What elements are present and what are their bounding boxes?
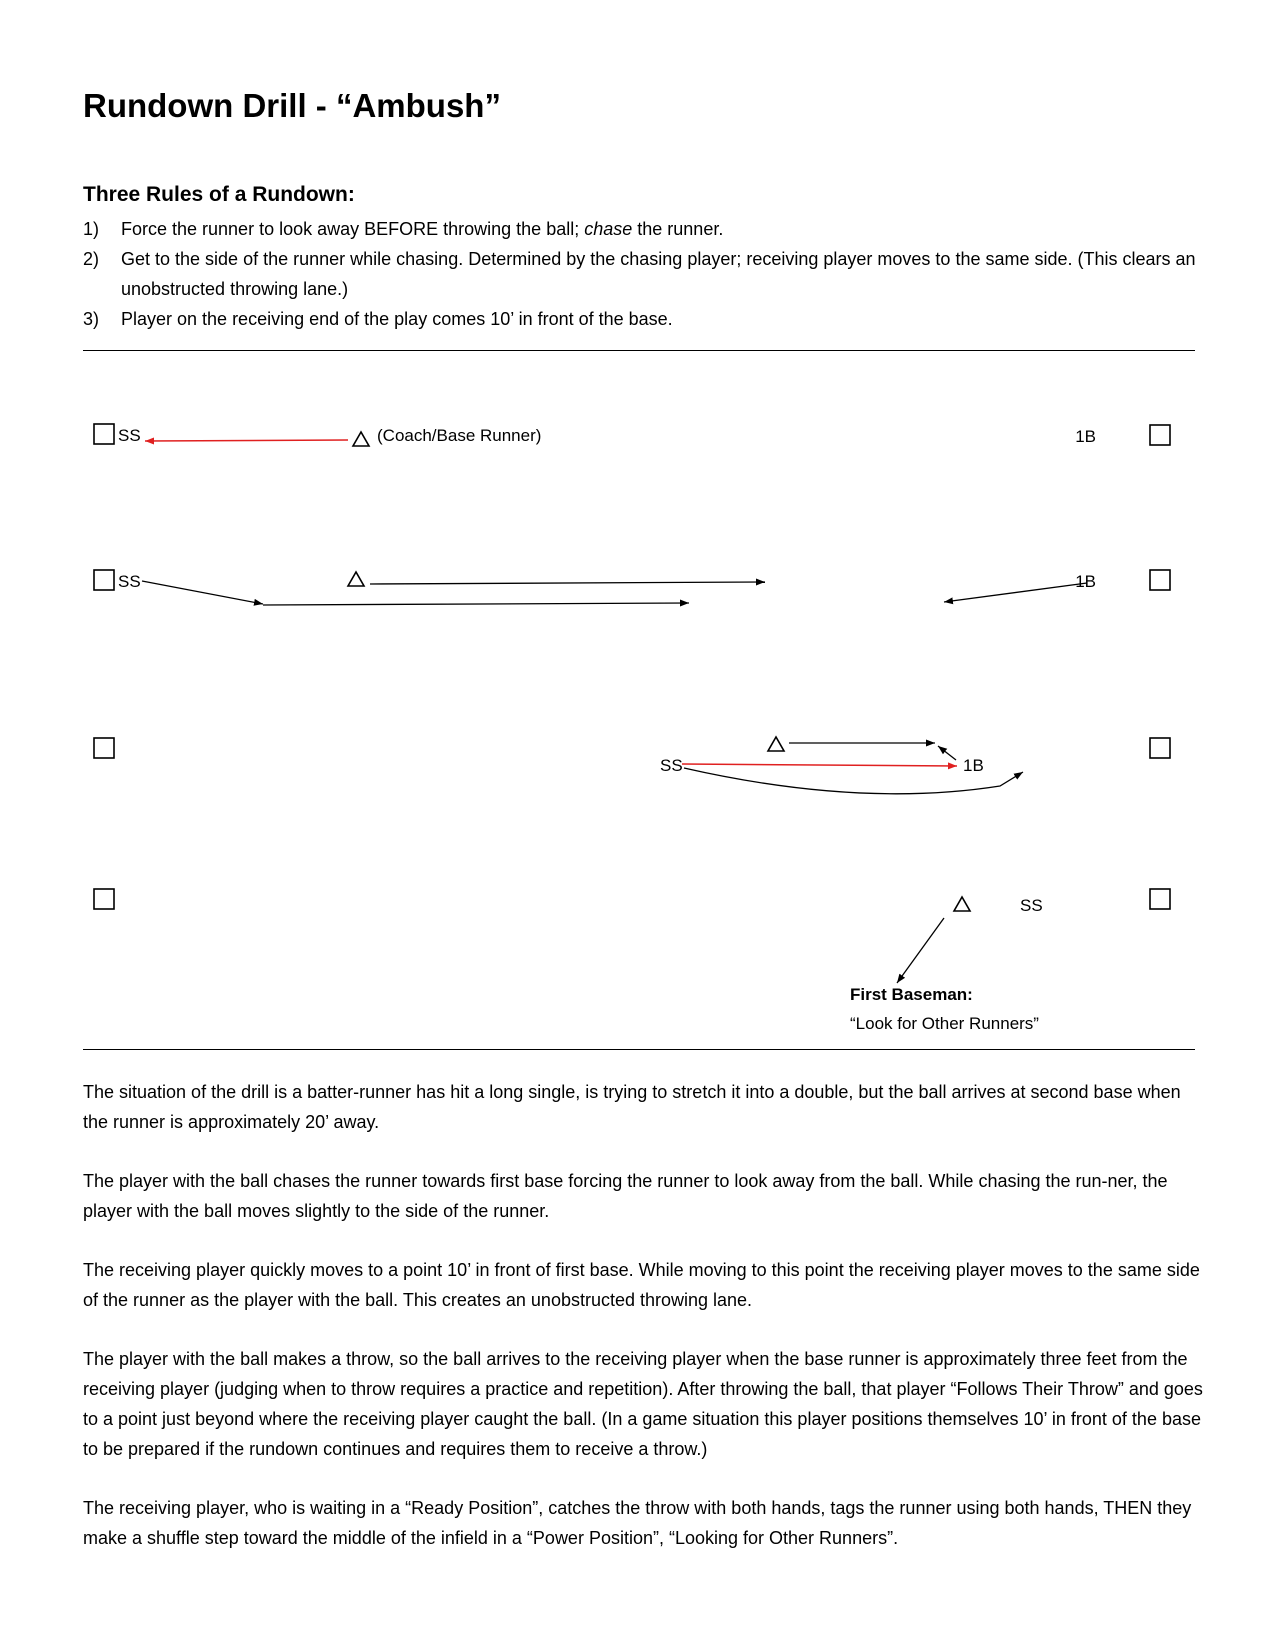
paragraph-throw: The player with the ball makes a throw, so the ball arrives to the receiving player when the base runner is approximately three feet from the receiving player (judging when to throw requires a practice and repetition). After throwing the ball, that player “Follows Their Throw” and goes to a point just beyond where the receiving player caught the ball. (In a game situation this player positions themselves 10’ in front of the base to be prepared if the rundown continues and requires them to receive a throw.) — [83, 1349, 1203, 1459]
first-base-marker — [1150, 425, 1170, 445]
rule-number: 1) — [83, 219, 100, 239]
first-base-label: 1B — [963, 756, 984, 775]
rule-number: 3) — [83, 309, 100, 329]
throw-arrow — [682, 764, 957, 766]
shortstop-label: SS — [660, 756, 683, 775]
runner-triangle-icon — [954, 897, 970, 911]
first-base-label: 1B — [1075, 427, 1096, 446]
rule-text: Player on the receiving end of the play comes 10’ in front of the base. — [121, 309, 673, 329]
runner-label: (Coach/Base Runner) — [377, 426, 542, 445]
bottom-divider — [83, 1049, 1195, 1050]
first-base-marker — [1150, 570, 1170, 590]
runner-triangle-icon — [768, 737, 784, 751]
runner-triangle-icon — [353, 432, 369, 446]
callout-text: “Look for Other Runners” — [850, 1014, 1039, 1033]
shortstop-path-arrow — [142, 581, 263, 604]
look-direction-arrow — [897, 918, 944, 983]
shortstop-label: SS — [1020, 896, 1043, 915]
shortstop-chase-arrow — [263, 603, 689, 605]
first-base-label: 1B — [1075, 572, 1096, 591]
diagram-row-4 — [94, 889, 1170, 1033]
shortstop-label: SS — [118, 572, 141, 591]
tag-arrow — [938, 746, 956, 760]
shortstop-label: SS — [118, 426, 141, 445]
second-base-marker — [94, 570, 114, 590]
paragraph-chase: The player with the ball chases the runner towards first base forcing the runner to look away from the ball. While chasing the run-ner, the player with the ball moves slightly to the side of the runner. — [83, 1171, 1168, 1221]
runner-triangle-icon — [348, 572, 364, 586]
first-base-marker — [1150, 889, 1170, 909]
rule-emphasis: chase — [584, 219, 633, 239]
rules-heading: Three Rules of a Rundown: — [83, 183, 355, 206]
rule-text-before: Force the runner to look away BEFORE throwing the ball; — [121, 219, 585, 239]
first-base-marker — [1150, 738, 1170, 758]
second-base-marker — [94, 424, 114, 444]
first-baseman-path-arrow — [944, 583, 1087, 602]
runner-path-arrow — [370, 582, 765, 584]
second-base-marker — [94, 738, 114, 758]
paragraph-tag: The receiving player, who is waiting in a “Ready Position”, catches the throw with both hands, tags the runner using both hands, THEN they make a shuffle step toward the middle of the infield in a “Power Position”, “Looking for Other Runners”. — [83, 1498, 1192, 1548]
second-base-marker — [94, 889, 114, 909]
rule-text-after: the runner. — [632, 219, 724, 239]
rule-number: 2) — [83, 249, 100, 269]
diagram-row-1 — [94, 424, 1170, 446]
paragraph-situation: The situation of the drill is a batter-runner has hit a long single, is trying to stretch it into a double, but the ball arrives at second base when the runner is approximately 20’ away. — [83, 1082, 1181, 1132]
page-title: Rundown Drill - “Ambush” — [83, 87, 501, 124]
paragraph-receiving: The receiving player quickly moves to a point 10’ in front of first base. While moving to this point the receiving player moves to the same side of the runner as the player with the ball. This creates an unobstructed throwing lane. — [83, 1260, 1200, 1310]
diagram-row-3 — [94, 737, 1170, 794]
rule-text: Get to the side of the runner while chasing. Determined by the chasing player; receiving player moves to the same side. (This clears an unobstructed throwing lane.) — [121, 249, 1196, 299]
diagram-row-2 — [94, 570, 1170, 605]
throw-arrow — [145, 440, 348, 441]
callout-title: First Baseman: — [850, 985, 973, 1004]
